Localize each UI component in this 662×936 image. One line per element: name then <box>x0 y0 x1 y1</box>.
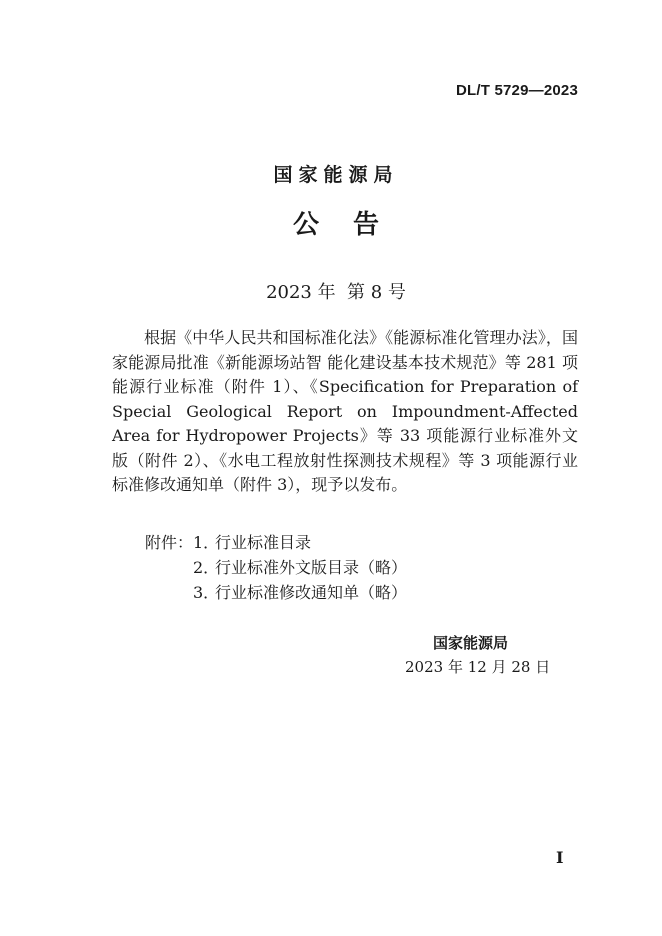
standard-code: DL/T 5729—2023 <box>455 82 578 99</box>
signature-date: 2023 年 12 月 28 日 <box>405 658 551 676</box>
attachment-text: 行业标准修改通知单（略） <box>215 583 408 602</box>
issuing-agency-title: 国家能源局 <box>273 164 399 186</box>
announcement-body <box>112 326 578 498</box>
notice-title: 公告 <box>292 210 413 240</box>
attachments-label: 附件： <box>145 533 194 552</box>
page-number: I <box>556 848 564 867</box>
attachment-item <box>145 580 407 605</box>
attachment-indent <box>145 580 193 605</box>
attachment-text: 行业标准外文版目录（略） <box>215 558 408 577</box>
attachment-indent <box>145 555 193 580</box>
attachment-item <box>145 555 407 580</box>
attachment-item <box>145 530 407 555</box>
attachment-number: 2． <box>193 558 220 577</box>
announcement-paragraph: 根据《中华人民共和国标准化法》《能源标准化管理办法》，国家能源局批准《新能源场站智 能化建设基本技术规范》等 281 项能源行业标准（附件 1）、《Specification for Preparation of Special Geological Report on Impoundment-Affected Area for Hydropower Projects》等 33 项能源行业标准外文版（附件 2）、《水电工程放射性探测技术规程》等 3 项能源行业标准修改通知单（附件 3），现予以发布。 <box>112 328 578 494</box>
attachment-number: 3． <box>193 583 220 602</box>
issue-number: 2023 年 第 8 号 <box>266 282 406 303</box>
signature-agency: 国家能源局 <box>433 634 509 652</box>
attachment-number: 1． <box>193 533 220 552</box>
attachments-list <box>145 530 407 605</box>
attachment-text: 行业标准目录 <box>215 533 312 552</box>
